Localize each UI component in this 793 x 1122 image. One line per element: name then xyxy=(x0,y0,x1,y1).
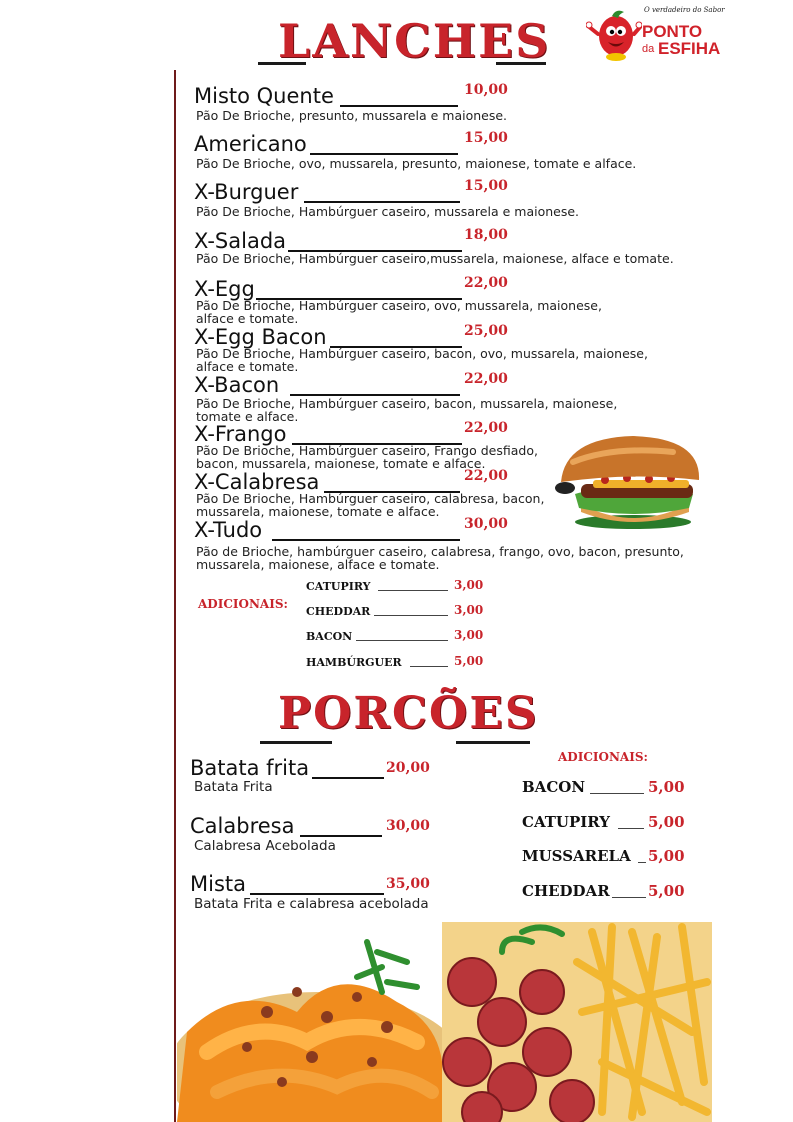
item-name: X-Egg Bacon xyxy=(194,325,327,349)
addon-name: BACON xyxy=(522,778,586,796)
item-price: 22,00 xyxy=(464,420,508,436)
portion-name: Batata frita xyxy=(190,756,310,780)
item-desc: Pão De Brioche, Hambúrguer caseiro, calabresa, bacon, xyxy=(196,491,545,506)
porcoes-title: PORCÕES xyxy=(278,688,539,739)
addon-leader-line xyxy=(618,828,644,829)
addon-price: 5,00 xyxy=(648,882,685,900)
item-desc: Pão De Brioche, Hambúrguer caseiro, bacon, ovo, mussarela, maionese, xyxy=(196,346,648,361)
item-name: X-Calabresa xyxy=(194,470,320,494)
title-underline-left xyxy=(260,741,332,744)
item-leader-line xyxy=(304,201,460,203)
portion-name: Calabresa xyxy=(190,814,295,838)
item-price: 10,00 xyxy=(464,82,508,98)
addon-price: 5,00 xyxy=(454,654,484,668)
portion-price: 30,00 xyxy=(386,818,430,834)
portion-desc: Calabresa Acebolada xyxy=(194,838,336,854)
addon-price: 3,00 xyxy=(454,578,484,592)
burger-image xyxy=(553,432,703,532)
item-price: 15,00 xyxy=(464,178,508,194)
addon-leader-line xyxy=(374,615,448,616)
portion-price: 20,00 xyxy=(386,760,430,776)
addon-name: MUSSARELA xyxy=(522,847,631,865)
item-desc: Pão De Brioche, Hambúrguer caseiro, mussarela e maionese. xyxy=(196,204,580,219)
item-price: 30,00 xyxy=(464,516,508,532)
addon-price: 5,00 xyxy=(648,847,685,865)
addon-price: 3,00 xyxy=(454,628,484,642)
ponto-da-esfiha-logo xyxy=(586,6,725,64)
addon-name: CATUPIRY xyxy=(306,580,371,593)
addon-name: CATUPIRY xyxy=(522,813,611,831)
addon-price: 5,00 xyxy=(648,778,685,796)
item-desc: tomate e alface. xyxy=(196,409,299,424)
addon-leader-line xyxy=(356,640,448,641)
addon-price: 5,00 xyxy=(648,813,685,831)
item-name: X-Bacon xyxy=(194,373,280,397)
item-leader-line xyxy=(310,153,458,155)
item-desc: Pão De Brioche, Hambúrguer caseiro, bacon, mussarela, maionese, xyxy=(196,396,618,411)
item-name: Misto Quente xyxy=(194,84,334,108)
portion-leader-line xyxy=(250,893,384,895)
title-underline-right xyxy=(456,741,530,744)
logo-tagline: O verdadeiro do Sabor xyxy=(644,6,725,14)
addon-price: 3,00 xyxy=(454,603,484,617)
addon-leader-line xyxy=(590,793,644,794)
item-name: X-Salada xyxy=(194,229,287,253)
calabresa-and-fries-image xyxy=(442,922,712,1122)
portion-leader-line xyxy=(300,835,382,837)
item-desc: alface e tomate. xyxy=(196,359,299,374)
logo-word-da: da xyxy=(642,43,655,55)
portion-price: 35,00 xyxy=(386,876,430,892)
addon-name: HAMBÚRGUER xyxy=(306,656,402,669)
item-desc: mussarela, maionese, alface e tomate. xyxy=(196,557,440,572)
addon-leader-line xyxy=(638,862,646,863)
addon-name: CHEDDAR xyxy=(522,882,610,900)
item-name: X-Burguer xyxy=(194,180,299,204)
item-desc: Pão De Brioche, Hambúrguer caseiro,mussarela, maionese, alface e tomate. xyxy=(196,251,674,266)
portion-leader-line xyxy=(312,777,384,779)
item-price: 22,00 xyxy=(464,371,508,387)
item-leader-line xyxy=(272,539,460,541)
item-price: 25,00 xyxy=(464,323,508,339)
item-desc: Pão de Brioche, hambúrguer caseiro, calabresa, frango, ovo, bacon, presunto, xyxy=(196,544,684,559)
addon-name: CHEDDAR xyxy=(306,605,371,618)
item-desc: Pão De Brioche, presunto, mussarela e maionese. xyxy=(196,108,508,123)
item-desc: bacon, mussarela, maionese, tomate e alface. xyxy=(196,456,486,471)
lanches-title: LANCHES xyxy=(278,14,551,68)
item-desc: alface e tomate. xyxy=(196,311,299,326)
addon-leader-line xyxy=(410,666,448,667)
fries-cheddar-bacon-image xyxy=(177,922,442,1122)
item-name: X-Frango xyxy=(194,422,287,446)
item-desc: Pão De Brioche, Hambúrguer caseiro, ovo, mussarela, maionese, xyxy=(196,298,602,313)
addon-leader-line xyxy=(612,897,646,898)
logo-word-esfiha: ESFIHA xyxy=(658,39,721,58)
item-price: 22,00 xyxy=(464,468,508,484)
item-name: Americano xyxy=(194,132,307,156)
item-name: X-Tudo xyxy=(194,518,263,542)
porcoes-adicionais-label: ADICIONAIS: xyxy=(558,750,648,764)
addon-leader-line xyxy=(378,590,448,591)
item-desc: mussarela, maionese, tomate e alface. xyxy=(196,504,440,519)
item-name: X-Egg xyxy=(194,277,255,301)
adicionais-label: ADICIONAIS: xyxy=(198,597,288,611)
item-leader-line xyxy=(340,105,458,107)
portion-name: Mista xyxy=(190,872,246,896)
pepper-mascot-icon xyxy=(586,6,642,64)
addon-name: BACON xyxy=(306,630,353,643)
portion-desc: Batata Frita e calabresa acebolada xyxy=(194,896,429,912)
item-desc: Pão De Brioche, ovo, mussarela, presunto, maionese, tomate e alface. xyxy=(196,156,637,171)
portion-desc: Batata Frita xyxy=(194,779,273,795)
logo-word-ponto: PONTO xyxy=(642,22,703,41)
item-price: 22,00 xyxy=(464,275,508,291)
item-price: 18,00 xyxy=(464,227,508,243)
item-desc: Pão De Brioche, Hambúrguer caseiro, Frango desfiado, xyxy=(196,443,538,458)
item-price: 15,00 xyxy=(464,130,508,146)
left-vertical-rule xyxy=(174,70,176,1122)
